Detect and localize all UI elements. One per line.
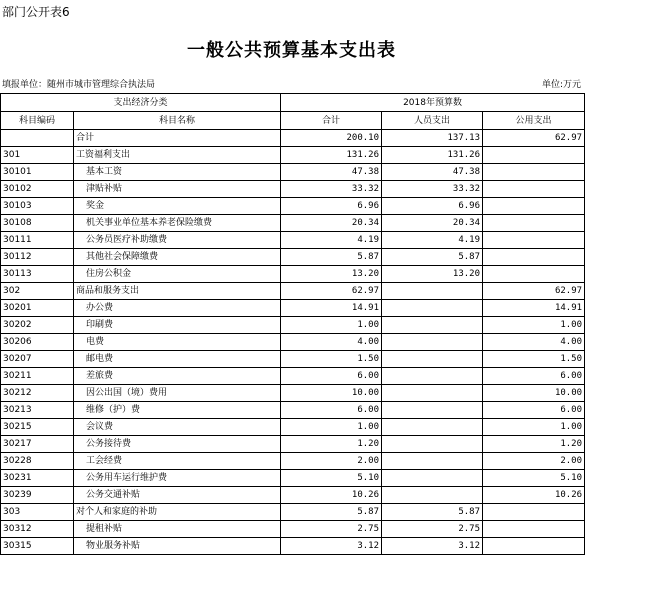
cell-public: 1.20 bbox=[483, 436, 585, 453]
cell-name: 因公出国（境）费用 bbox=[74, 385, 281, 402]
cell-name: 公务接待费 bbox=[74, 436, 281, 453]
cell-total: 10.26 bbox=[281, 487, 382, 504]
cell-personnel bbox=[382, 487, 483, 504]
cell-public: 62.97 bbox=[483, 130, 585, 147]
cell-name: 其他社会保障缴费 bbox=[74, 249, 281, 266]
cell-name: 对个人和家庭的补助 bbox=[74, 504, 281, 521]
cell-total: 200.10 bbox=[281, 130, 382, 147]
table-row bbox=[1, 521, 585, 538]
cell-code: 30217 bbox=[1, 436, 74, 453]
table-row bbox=[1, 215, 585, 232]
budget-table bbox=[0, 93, 585, 555]
cell-personnel: 33.32 bbox=[382, 181, 483, 198]
cell-name: 奖金 bbox=[74, 198, 281, 215]
cell-total: 6.00 bbox=[281, 402, 382, 419]
table-row bbox=[1, 198, 585, 215]
cell-public: 4.00 bbox=[483, 334, 585, 351]
cell-total: 47.38 bbox=[281, 164, 382, 181]
cell-total: 1.00 bbox=[281, 419, 382, 436]
cell-personnel: 131.26 bbox=[382, 147, 483, 164]
cell-code: 30108 bbox=[1, 215, 74, 232]
header-code: 科目编码 bbox=[1, 112, 74, 130]
cell-name: 合计 bbox=[74, 130, 281, 147]
cell-name: 物业服务补贴 bbox=[74, 538, 281, 555]
cell-total: 131.26 bbox=[281, 147, 382, 164]
header-total: 合计 bbox=[281, 112, 382, 130]
cell-name: 电费 bbox=[74, 334, 281, 351]
cell-code: 30212 bbox=[1, 385, 74, 402]
cell-name: 公务交通补贴 bbox=[74, 487, 281, 504]
table-row bbox=[1, 300, 585, 317]
cell-total: 5.87 bbox=[281, 249, 382, 266]
cell-total: 13.20 bbox=[281, 266, 382, 283]
cell-personnel bbox=[382, 300, 483, 317]
cell-name: 住房公积金 bbox=[74, 266, 281, 283]
cell-personnel: 5.87 bbox=[382, 249, 483, 266]
cell-code: 30228 bbox=[1, 453, 74, 470]
table-row bbox=[1, 266, 585, 283]
cell-code: 30213 bbox=[1, 402, 74, 419]
cell-code: 30312 bbox=[1, 521, 74, 538]
cell-personnel bbox=[382, 317, 483, 334]
cell-public bbox=[483, 164, 585, 181]
header-name: 科目名称 bbox=[74, 112, 281, 130]
cell-public: 14.91 bbox=[483, 300, 585, 317]
cell-public bbox=[483, 504, 585, 521]
cell-public: 10.26 bbox=[483, 487, 585, 504]
cell-public bbox=[483, 198, 585, 215]
cell-total: 6.96 bbox=[281, 198, 382, 215]
table-row bbox=[1, 130, 585, 147]
cell-personnel bbox=[382, 402, 483, 419]
cell-code: 30102 bbox=[1, 181, 74, 198]
cell-public bbox=[483, 266, 585, 283]
cell-code: 303 bbox=[1, 504, 74, 521]
cell-personnel: 13.20 bbox=[382, 266, 483, 283]
cell-total: 5.10 bbox=[281, 470, 382, 487]
table-row bbox=[1, 504, 585, 521]
cell-personnel: 20.34 bbox=[382, 215, 483, 232]
cell-code: 30239 bbox=[1, 487, 74, 504]
cell-personnel: 4.19 bbox=[382, 232, 483, 249]
header-row-top bbox=[1, 94, 585, 112]
cell-public: 6.00 bbox=[483, 368, 585, 385]
page-title: 一般公共预算基本支出表 bbox=[187, 40, 396, 61]
table-row bbox=[1, 181, 585, 198]
cell-total: 1.20 bbox=[281, 436, 382, 453]
table-row bbox=[1, 453, 585, 470]
cell-name: 印刷费 bbox=[74, 317, 281, 334]
cell-public: 10.00 bbox=[483, 385, 585, 402]
cell-code: 30206 bbox=[1, 334, 74, 351]
cell-public bbox=[483, 215, 585, 232]
table-row bbox=[1, 368, 585, 385]
cell-name: 基本工资 bbox=[74, 164, 281, 181]
cell-public: 62.97 bbox=[483, 283, 585, 300]
cell-total: 6.00 bbox=[281, 368, 382, 385]
cell-personnel bbox=[382, 419, 483, 436]
cell-public: 1.50 bbox=[483, 351, 585, 368]
cell-name: 差旅费 bbox=[74, 368, 281, 385]
table-row bbox=[1, 470, 585, 487]
cell-code: 30113 bbox=[1, 266, 74, 283]
meta-row bbox=[0, 77, 583, 91]
table-row bbox=[1, 419, 585, 436]
cell-total: 1.00 bbox=[281, 317, 382, 334]
cell-personnel bbox=[382, 283, 483, 300]
cell-code: 30112 bbox=[1, 249, 74, 266]
cell-name: 工资福利支出 bbox=[74, 147, 281, 164]
cell-code: 30231 bbox=[1, 470, 74, 487]
filing-unit: 填报单位：随州市城市管理综合执法局 bbox=[2, 80, 156, 90]
corner-label: 部门公开表6 bbox=[2, 5, 70, 19]
cell-code: 30315 bbox=[1, 538, 74, 555]
cell-name: 机关事业单位基本养老保险缴费 bbox=[74, 215, 281, 232]
cell-total: 10.00 bbox=[281, 385, 382, 402]
cell-personnel bbox=[382, 334, 483, 351]
table-row bbox=[1, 487, 585, 504]
cell-name: 公务用车运行维护费 bbox=[74, 470, 281, 487]
cell-name: 邮电费 bbox=[74, 351, 281, 368]
table-row bbox=[1, 249, 585, 266]
cell-name: 维修（护）费 bbox=[74, 402, 281, 419]
cell-code: 30202 bbox=[1, 317, 74, 334]
table-row bbox=[1, 232, 585, 249]
table-row bbox=[1, 283, 585, 300]
cell-name: 商品和服务支出 bbox=[74, 283, 281, 300]
cell-code: 302 bbox=[1, 283, 74, 300]
header-category: 支出经济分类 bbox=[1, 94, 281, 112]
cell-total: 3.12 bbox=[281, 538, 382, 555]
cell-public bbox=[483, 181, 585, 198]
cell-personnel bbox=[382, 470, 483, 487]
cell-public bbox=[483, 521, 585, 538]
cell-personnel: 2.75 bbox=[382, 521, 483, 538]
cell-personnel bbox=[382, 385, 483, 402]
header-row-bottom bbox=[1, 112, 585, 130]
cell-public: 5.10 bbox=[483, 470, 585, 487]
cell-total: 14.91 bbox=[281, 300, 382, 317]
cell-code bbox=[1, 130, 74, 147]
table-row bbox=[1, 538, 585, 555]
cell-public: 1.00 bbox=[483, 419, 585, 436]
table-row bbox=[1, 436, 585, 453]
cell-code: 30201 bbox=[1, 300, 74, 317]
cell-name: 工会经费 bbox=[74, 453, 281, 470]
cell-name: 提租补贴 bbox=[74, 521, 281, 538]
cell-personnel: 3.12 bbox=[382, 538, 483, 555]
table-row bbox=[1, 164, 585, 181]
unit-label: 单位:万元 bbox=[541, 80, 581, 90]
cell-code: 30101 bbox=[1, 164, 74, 181]
cell-personnel bbox=[382, 436, 483, 453]
cell-public bbox=[483, 538, 585, 555]
cell-personnel: 5.87 bbox=[382, 504, 483, 521]
cell-code: 30211 bbox=[1, 368, 74, 385]
cell-code: 30215 bbox=[1, 419, 74, 436]
cell-public bbox=[483, 249, 585, 266]
cell-personnel bbox=[382, 351, 483, 368]
cell-name: 会议费 bbox=[74, 419, 281, 436]
header-personnel: 人员支出 bbox=[382, 112, 483, 130]
cell-total: 33.32 bbox=[281, 181, 382, 198]
cell-name: 津贴补贴 bbox=[74, 181, 281, 198]
cell-total: 2.75 bbox=[281, 521, 382, 538]
cell-total: 4.19 bbox=[281, 232, 382, 249]
cell-personnel: 47.38 bbox=[382, 164, 483, 181]
table-row bbox=[1, 402, 585, 419]
table-row bbox=[1, 334, 585, 351]
table-row bbox=[1, 351, 585, 368]
cell-code: 30207 bbox=[1, 351, 74, 368]
cell-total: 5.87 bbox=[281, 504, 382, 521]
cell-personnel bbox=[382, 368, 483, 385]
cell-total: 20.34 bbox=[281, 215, 382, 232]
table-row bbox=[1, 385, 585, 402]
cell-personnel bbox=[382, 453, 483, 470]
cell-public bbox=[483, 147, 585, 164]
cell-total: 1.50 bbox=[281, 351, 382, 368]
cell-public: 1.00 bbox=[483, 317, 585, 334]
cell-total: 2.00 bbox=[281, 453, 382, 470]
table-row bbox=[1, 317, 585, 334]
cell-personnel: 137.13 bbox=[382, 130, 483, 147]
cell-name: 办公费 bbox=[74, 300, 281, 317]
cell-personnel: 6.96 bbox=[382, 198, 483, 215]
cell-code: 301 bbox=[1, 147, 74, 164]
cell-total: 4.00 bbox=[281, 334, 382, 351]
cell-public: 6.00 bbox=[483, 402, 585, 419]
header-public: 公用支出 bbox=[483, 112, 585, 130]
cell-code: 30103 bbox=[1, 198, 74, 215]
header-year-budget: 2018年预算数 bbox=[281, 94, 585, 112]
table-row bbox=[1, 147, 585, 164]
cell-public: 2.00 bbox=[483, 453, 585, 470]
cell-code: 30111 bbox=[1, 232, 74, 249]
cell-name: 公务员医疗补助缴费 bbox=[74, 232, 281, 249]
cell-public bbox=[483, 232, 585, 249]
cell-total: 62.97 bbox=[281, 283, 382, 300]
